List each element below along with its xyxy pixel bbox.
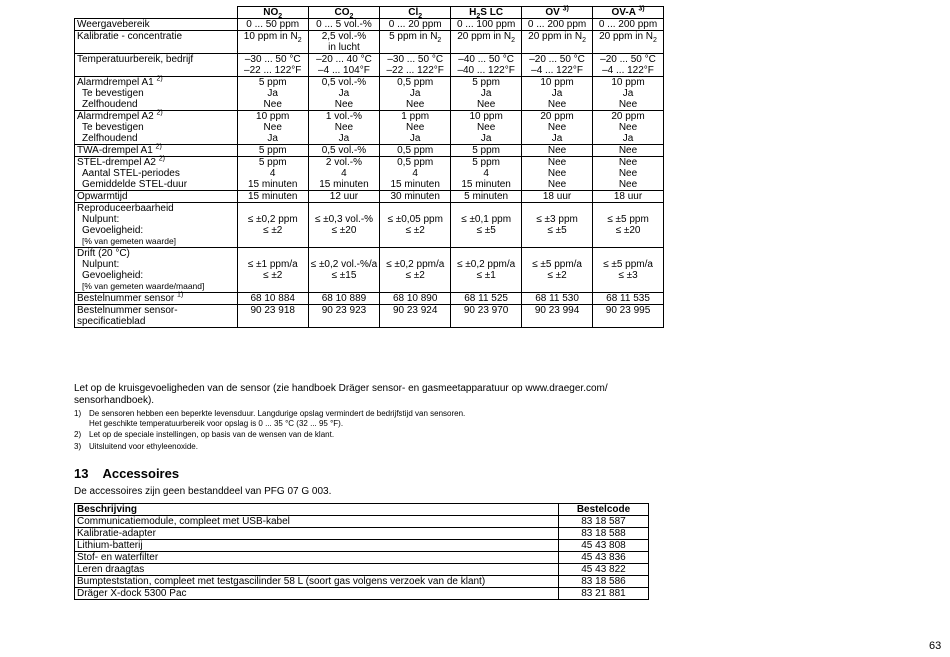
column-header: Beschrijving <box>75 504 559 516</box>
spec-cell: 90 23 995 <box>593 305 664 328</box>
spec-cell: 18 uur <box>522 191 593 203</box>
spec-cell: 12 uur <box>308 191 380 203</box>
spec-row-alarm-a2 <box>75 111 664 123</box>
accessory-description: Bumpteststation, compleet met testgascilinder 58 L (soort gas volgens verzoek van de klant) <box>75 576 559 588</box>
accessory-row <box>75 516 649 528</box>
spec-cell <box>237 248 308 260</box>
spec-cell: ≤ ±5 <box>451 225 522 248</box>
spec-cell: 0,5 ppm <box>380 157 451 169</box>
spec-cell: Nee <box>593 99 664 111</box>
spec-cell: 4 <box>380 168 451 179</box>
spec-row-weergavebereik <box>75 19 664 31</box>
row-label: Zelfhoudend <box>75 133 238 145</box>
row-label: Gevoeligheid: [% van gemeten waarde/maand] <box>75 270 238 293</box>
spec-header-row <box>75 7 664 19</box>
spec-cell: Nee <box>308 99 380 111</box>
spec-cell: 1 ppm <box>380 111 451 123</box>
accessory-description: Dräger X-dock 5300 Pac <box>75 588 559 600</box>
spec-cell: –20 ... 50 °C –4 ... 122°F <box>593 54 664 77</box>
row-label: Temperatuurbereik, bedrijf <box>75 54 238 77</box>
spec-cell: Nee <box>237 122 308 133</box>
section-number: 13 <box>74 466 89 481</box>
row-label: STEL-drempel A2 $^{2)}$ <box>75 157 238 169</box>
accessory-description: Kalibratie-adapter <box>75 528 559 540</box>
spec-cell: 0,5 vol.-% <box>308 77 380 89</box>
spec-cell: 5 ppm <box>451 77 522 89</box>
accessory-row <box>75 528 649 540</box>
spec-cell: 10 ppm <box>451 111 522 123</box>
spec-cell: Nee <box>522 168 593 179</box>
spec-cell: 68 11 535 <box>593 293 664 305</box>
spec-cell: Nee <box>593 168 664 179</box>
spec-cell: 0 ... 200 ppm <box>593 19 664 31</box>
accessories-table <box>74 503 649 600</box>
spec-cell <box>522 203 593 215</box>
column-header: Bestelcode <box>559 504 649 516</box>
spec-row-temperatuur <box>75 54 664 77</box>
row-label: Nulpunt: <box>75 259 238 270</box>
spec-cell: 0,5 ppm <box>380 77 451 89</box>
spec-cell: 0,5 vol.-% <box>308 145 380 157</box>
spec-row-drift-nulpunt <box>75 259 664 270</box>
spec-row-stel-aantal <box>75 168 664 179</box>
footnote: 3) Uitsluitend voor ethyleenoxide. <box>74 441 198 451</box>
accessory-row <box>75 576 649 588</box>
spec-cell <box>308 203 380 215</box>
row-label: Nulpunt: <box>75 214 238 225</box>
spec-cell: ≤ ±2 <box>237 225 308 248</box>
spec-cell: 4 <box>451 168 522 179</box>
spec-cell: Ja <box>593 133 664 145</box>
row-label: Reproduceerbaarheid <box>75 203 238 215</box>
spec-cell: 0 ... 200 ppm <box>522 19 593 31</box>
row-label: Kalibratie - concentratie <box>75 31 238 54</box>
spec-cell: Nee <box>380 122 451 133</box>
accessory-order-code: 45 43 822 <box>559 564 649 576</box>
spec-cell: Ja <box>380 133 451 145</box>
spec-cell: ≤ ±1 <box>451 270 522 293</box>
sensor-spec-table <box>74 6 664 328</box>
spec-cell: Nee <box>593 145 664 157</box>
spec-row-bestelnummer <box>75 293 664 305</box>
spec-cell: Nee <box>593 157 664 169</box>
spec-cell: 10 ppm <box>593 77 664 89</box>
spec-cell: 15 minuten <box>237 191 308 203</box>
spec-cell: 10 ppm <box>237 111 308 123</box>
gas-header: OV-A $^{3)}$ <box>593 7 664 19</box>
spec-cell: Nee <box>522 145 593 157</box>
accessory-description: Stof- en waterfilter <box>75 552 559 564</box>
row-label: Bestelnummer sensor $^{1)}$ <box>75 293 238 305</box>
footnotes <box>74 409 634 453</box>
spec-cell: 0,5 ppm <box>380 145 451 157</box>
accessory-row <box>75 552 649 564</box>
footnote: 2) Let op de speciale instellingen, op basis van de wensen van de klant. <box>74 430 335 439</box>
page-number: 63 <box>929 640 942 652</box>
spec-cell: Nee <box>237 99 308 111</box>
spec-row-a1-bevestigen <box>75 88 664 99</box>
gas-header: $NO_2$ <box>237 7 308 19</box>
spec-cell: ≤ ±15 <box>308 270 380 293</box>
spec-cell: 2 vol.-% <box>308 157 380 169</box>
spec-cell: Ja <box>522 133 593 145</box>
spec-cell <box>451 203 522 215</box>
spec-cell: 68 10 890 <box>380 293 451 305</box>
spec-row-repro <box>75 203 664 215</box>
spec-cell: 20 ppm <box>522 111 593 123</box>
spec-cell <box>593 203 664 215</box>
spec-row-a2-zelfhoudend <box>75 133 664 145</box>
spec-cell: 5 ppm <box>237 145 308 157</box>
spec-cell: –20 ... 40 °C –4 ... 104°F <box>308 54 380 77</box>
accessory-row <box>75 588 649 600</box>
spec-cell: Ja <box>522 88 593 99</box>
spec-cell: ≤ ±20 <box>308 225 380 248</box>
spec-cell <box>308 248 380 260</box>
spec-cell: ≤ ±5 ppm <box>593 214 664 225</box>
row-label: Bestelnummer sensor- specificatieblad <box>75 305 238 328</box>
accessory-description: Leren draagtas <box>75 564 559 576</box>
gas-header: $CO_2$ <box>308 7 380 19</box>
section-subtitle: De accessoires zijn geen bestanddeel van PFG 07 G 003. <box>74 486 332 497</box>
spec-cell: 20 ppm in $N_2$ <box>522 31 593 54</box>
spec-cell: Nee <box>593 122 664 133</box>
spec-cell: 90 23 923 <box>308 305 380 328</box>
spec-cell: 68 11 530 <box>522 293 593 305</box>
row-label: Zelfhoudend <box>75 99 238 111</box>
spec-cell: Nee <box>451 122 522 133</box>
spec-row-specblad <box>75 305 664 328</box>
spec-row-repro-gevoeligheid <box>75 225 664 248</box>
spec-cell: –40 ... 50 °C –40 ... 122°F <box>451 54 522 77</box>
spec-cell: Nee <box>593 179 664 191</box>
spec-cell: 90 23 970 <box>451 305 522 328</box>
accessory-description: Lithium-batterij <box>75 540 559 552</box>
spec-cell: 0 ... 100 ppm <box>451 19 522 31</box>
spec-cell: Ja <box>380 88 451 99</box>
gas-header: $Cl_2$ <box>380 7 451 19</box>
spec-cell: 68 10 889 <box>308 293 380 305</box>
spec-cell: ≤ ±0,2 ppm/a <box>451 259 522 270</box>
spec-cell: 4 <box>308 168 380 179</box>
accessory-order-code: 45 43 836 <box>559 552 649 564</box>
spec-cell: ≤ ±20 <box>593 225 664 248</box>
row-label: TWA-drempel A1 $^{2)}$ <box>75 145 238 157</box>
spec-cell: Nee <box>308 122 380 133</box>
spec-row-alarm-a1 <box>75 77 664 89</box>
spec-cell: 15 minuten <box>308 179 380 191</box>
spec-cell: 5 minuten <box>451 191 522 203</box>
row-label: Gevoeligheid: [% van gemeten waarde] <box>75 225 238 248</box>
spec-cell: 10 ppm in $N_2$ <box>237 31 308 54</box>
spec-cell: Ja <box>593 88 664 99</box>
spec-cell: ≤ ±2 <box>237 270 308 293</box>
spec-cell <box>522 248 593 260</box>
spec-cell: 0 ... 5 vol.-% <box>308 19 380 31</box>
spec-cell <box>451 248 522 260</box>
spec-cell: –20 ... 50 °C –4 ... 122°F <box>522 54 593 77</box>
spec-row-stel-duur <box>75 179 664 191</box>
spec-cell: –30 ... 50 °C –22 ... 122°F <box>380 54 451 77</box>
row-label: Weergavebereik <box>75 19 238 31</box>
cross-sensitivity-note: Let op de kruisgevoeligheden van de sensor (zie handboek Dräger sensor- en gasmeetapparatuur op www.draeger.com/ sensorhandboek). <box>74 383 608 406</box>
spec-cell: 15 minuten <box>237 179 308 191</box>
spec-cell: 20 ppm <box>593 111 664 123</box>
row-label: Alarmdrempel A1 $^{2)}$ <box>75 77 238 89</box>
row-label: Te bevestigen <box>75 122 238 133</box>
spec-cell: ≤ ±0,2 ppm <box>237 214 308 225</box>
accessory-row <box>75 540 649 552</box>
spec-row-repro-nulpunt <box>75 214 664 225</box>
spec-cell: 0 ... 50 ppm <box>237 19 308 31</box>
spec-cell: Nee <box>522 122 593 133</box>
spec-cell: 90 23 924 <box>380 305 451 328</box>
row-label: Gemiddelde STEL-duur <box>75 179 238 191</box>
spec-row-stel <box>75 157 664 169</box>
spec-cell: 10 ppm <box>522 77 593 89</box>
spec-cell: ≤ ±0,1 ppm <box>451 214 522 225</box>
spec-cell <box>237 203 308 215</box>
spec-cell: 90 23 994 <box>522 305 593 328</box>
spec-cell: 5 ppm <box>451 157 522 169</box>
spec-cell: 2,5 vol.-% in lucht <box>308 31 380 54</box>
gas-header: $H_2S$ LC <box>451 7 522 19</box>
footnote: 1) De sensoren hebben een beperkte levensduur. Langdurige opslag vermindert de bedrijfstijd van sensoren. Het geschikte temperatuurbereik voor opslag is 0 ... 35 °C (32 ... 95 °F). <box>74 409 466 428</box>
spec-cell: 15 minuten <box>380 179 451 191</box>
row-label: Te bevestigen <box>75 88 238 99</box>
spec-cell: ≤ ±2 <box>380 270 451 293</box>
spec-cell: Nee <box>522 179 593 191</box>
spec-cell: 18 uur <box>593 191 664 203</box>
spec-cell: 68 11 525 <box>451 293 522 305</box>
gas-header: OV $^{3)}$ <box>522 7 593 19</box>
spec-cell: 30 minuten <box>380 191 451 203</box>
spec-cell: ≤ ±5 ppm/a <box>522 259 593 270</box>
accessory-row <box>75 564 649 576</box>
accessory-order-code: 83 21 881 <box>559 588 649 600</box>
spec-cell: Ja <box>237 133 308 145</box>
accessory-order-code: 45 43 808 <box>559 540 649 552</box>
spec-row-a2-bevestigen <box>75 122 664 133</box>
spec-row-drift-gevoeligheid <box>75 270 664 293</box>
spec-row-opwarmtijd <box>75 191 664 203</box>
spec-cell: Nee <box>451 99 522 111</box>
accessory-description: Communicatiemodule, compleet met USB-kabel <box>75 516 559 528</box>
spec-row-a1-zelfhoudend <box>75 99 664 111</box>
spec-cell: Nee <box>522 99 593 111</box>
spec-cell: –30 ... 50 °C –22 ... 122°F <box>237 54 308 77</box>
spec-cell: 15 minuten <box>451 179 522 191</box>
spec-cell: 0 ... 20 ppm <box>380 19 451 31</box>
section-heading <box>74 466 179 481</box>
spec-cell: 20 ppm in $N_2$ <box>451 31 522 54</box>
spec-cell: 20 ppm in $N_2$ <box>593 31 664 54</box>
spec-cell: ≤ ±0,2 vol.-%/a <box>308 259 380 270</box>
spec-cell: Ja <box>308 133 380 145</box>
spec-cell: 4 <box>237 168 308 179</box>
spec-cell: ≤ ±0,3 vol.-% <box>308 214 380 225</box>
spec-cell: Nee <box>380 99 451 111</box>
spec-cell: 5 ppm <box>237 77 308 89</box>
spec-header-corner <box>75 7 238 19</box>
spec-cell: ≤ ±3 <box>593 270 664 293</box>
spec-cell: Ja <box>308 88 380 99</box>
spec-cell: 90 23 918 <box>237 305 308 328</box>
spec-cell: 68 10 884 <box>237 293 308 305</box>
spec-cell: 5 ppm in $N_2$ <box>380 31 451 54</box>
spec-cell: ≤ ±2 <box>522 270 593 293</box>
spec-cell: Ja <box>451 88 522 99</box>
accessory-order-code: 83 18 586 <box>559 576 649 588</box>
spec-cell: ≤ ±3 ppm <box>522 214 593 225</box>
spec-cell <box>380 203 451 215</box>
spec-cell: 5 ppm <box>237 157 308 169</box>
spec-cell: Ja <box>451 133 522 145</box>
accessories-header-row <box>75 504 649 516</box>
spec-cell: ≤ ±0,2 ppm/a <box>380 259 451 270</box>
spec-cell: ≤ ±2 <box>380 225 451 248</box>
spec-cell: ≤ ±5 <box>522 225 593 248</box>
accessory-order-code: 83 18 587 <box>559 516 649 528</box>
row-label: Aantal STEL-periodes <box>75 168 238 179</box>
spec-cell <box>593 248 664 260</box>
spec-cell: Ja <box>237 88 308 99</box>
spec-cell: ≤ ±0,05 ppm <box>380 214 451 225</box>
row-label: Opwarmtijd <box>75 191 238 203</box>
spec-cell: 5 ppm <box>451 145 522 157</box>
row-label: Alarmdrempel A2 $^{2)}$ <box>75 111 238 123</box>
spec-cell: Nee <box>522 157 593 169</box>
row-label: Drift (20 °C) <box>75 248 238 260</box>
spec-row-drift <box>75 248 664 260</box>
spec-cell: 1 vol.-% <box>308 111 380 123</box>
spec-cell: ≤ ±5 ppm/a <box>593 259 664 270</box>
accessory-order-code: 83 18 588 <box>559 528 649 540</box>
spec-cell: ≤ ±1 ppm/a <box>237 259 308 270</box>
spec-row-kalibratie <box>75 31 664 54</box>
section-title: Accessoires <box>102 466 180 481</box>
spec-cell <box>380 248 451 260</box>
